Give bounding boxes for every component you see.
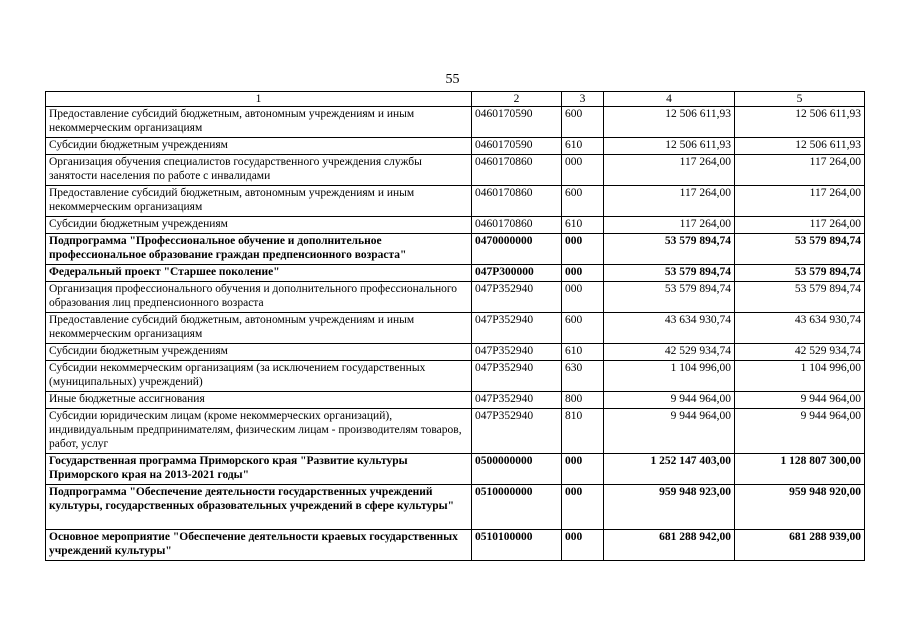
- amount-col4-cell: 43 634 930,74: [604, 313, 735, 344]
- expense-type-cell: 600: [562, 186, 604, 217]
- target-code-cell: 047P352940: [472, 361, 562, 392]
- amount-col4-cell: 9 944 964,00: [604, 392, 735, 409]
- amount-col5-cell: 1 104 996,00: [735, 361, 865, 392]
- column-header: 4: [604, 92, 735, 107]
- amount-col5-cell: 681 288 939,00: [735, 530, 865, 561]
- expense-type-cell: 000: [562, 282, 604, 313]
- target-code-cell: 0500000000: [472, 454, 562, 485]
- table-row: [46, 344, 865, 361]
- amount-col4-cell: 1 104 996,00: [604, 361, 735, 392]
- amount-col5-cell: 9 944 964,00: [735, 409, 865, 454]
- table-row: [46, 265, 865, 282]
- item-name-cell: Основное мероприятие "Обеспечение деятельности краевых государственных учреждений культуры": [46, 530, 472, 561]
- item-name-cell: Подпрограмма "Обеспечение деятельности государственных учреждений культуры, государственных образовательных учреждений в сфере культуры": [46, 485, 472, 530]
- amount-col5-cell: 42 529 934,74: [735, 344, 865, 361]
- expense-type-cell: 610: [562, 138, 604, 155]
- table-row: [46, 485, 865, 530]
- amount-col5-cell: 117 264,00: [735, 217, 865, 234]
- expense-type-cell: 000: [562, 454, 604, 485]
- amount-col5-cell: 1 128 807 300,00: [735, 454, 865, 485]
- item-name-cell: Предоставление субсидий бюджетным, автономным учреждениям и иным некоммерческим организациям: [46, 186, 472, 217]
- item-name-cell: Предоставление субсидий бюджетным, автономным учреждениям и иным некоммерческим организациям: [46, 313, 472, 344]
- amount-col5-cell: 43 634 930,74: [735, 313, 865, 344]
- amount-col5-cell: 53 579 894,74: [735, 265, 865, 282]
- target-code-cell: 047P352940: [472, 409, 562, 454]
- amount-col4-cell: 53 579 894,74: [604, 234, 735, 265]
- expense-type-cell: 600: [562, 313, 604, 344]
- table-row: [46, 138, 865, 155]
- target-code-cell: 047P352940: [472, 344, 562, 361]
- table-body: [46, 107, 865, 561]
- expense-type-cell: 000: [562, 265, 604, 282]
- amount-col4-cell: 959 948 923,00: [604, 485, 735, 530]
- table-row: [46, 530, 865, 561]
- expense-type-cell: 800: [562, 392, 604, 409]
- table-row: [46, 313, 865, 344]
- expense-type-cell: 810: [562, 409, 604, 454]
- item-name-cell: Организация обучения специалистов государственного учреждения службы занятости населения по работе с инвалидами: [46, 155, 472, 186]
- table-row: [46, 107, 865, 138]
- target-code-cell: 0460170860: [472, 217, 562, 234]
- column-header: 3: [562, 92, 604, 107]
- item-name-cell: Субсидии бюджетным учреждениям: [46, 344, 472, 361]
- target-code-cell: 0460170860: [472, 155, 562, 186]
- target-code-cell: 047P352940: [472, 282, 562, 313]
- amount-col4-cell: 12 506 611,93: [604, 138, 735, 155]
- amount-col4-cell: 117 264,00: [604, 186, 735, 217]
- header-row: [46, 92, 865, 107]
- budget-table: [45, 91, 865, 561]
- table-row: [46, 454, 865, 485]
- amount-col5-cell: 117 264,00: [735, 186, 865, 217]
- item-name-cell: Организация профессионального обучения и дополнительного профессионального образования лиц предпенсионного возраста: [46, 282, 472, 313]
- table-row: [46, 217, 865, 234]
- expense-type-cell: 000: [562, 155, 604, 186]
- item-name-cell: Иные бюджетные ассигнования: [46, 392, 472, 409]
- target-code-cell: 0460170860: [472, 186, 562, 217]
- column-header: 2: [472, 92, 562, 107]
- expense-type-cell: 600: [562, 107, 604, 138]
- table-row: [46, 409, 865, 454]
- item-name-cell: Подпрограмма "Профессиональное обучение и дополнительное профессиональное образование граждан предпенсионного возраста": [46, 234, 472, 265]
- table-row: [46, 361, 865, 392]
- page-number: 55: [445, 72, 460, 87]
- expense-type-cell: 000: [562, 485, 604, 530]
- amount-col4-cell: 9 944 964,00: [604, 409, 735, 454]
- amount-col4-cell: 53 579 894,74: [604, 265, 735, 282]
- expense-type-cell: 610: [562, 217, 604, 234]
- expense-type-cell: 000: [562, 530, 604, 561]
- amount-col4-cell: 53 579 894,74: [604, 282, 735, 313]
- amount-col5-cell: 9 944 964,00: [735, 392, 865, 409]
- target-code-cell: 0510000000: [472, 485, 562, 530]
- item-name-cell: Субсидии бюджетным учреждениям: [46, 138, 472, 155]
- item-name-cell: Субсидии некоммерческим организациям (за исключением государственных (муниципальных) учреждений): [46, 361, 472, 392]
- target-code-cell: 047P352940: [472, 392, 562, 409]
- amount-col4-cell: 42 529 934,74: [604, 344, 735, 361]
- target-code-cell: 047P300000: [472, 265, 562, 282]
- amount-col5-cell: 53 579 894,74: [735, 282, 865, 313]
- amount-col4-cell: 12 506 611,93: [604, 107, 735, 138]
- table-row: [46, 155, 865, 186]
- table-row: [46, 234, 865, 265]
- item-name-cell: Государственная программа Приморского края "Развитие культуры Приморского края на 2013-2021 годы": [46, 454, 472, 485]
- amount-col4-cell: 117 264,00: [604, 155, 735, 186]
- item-name-cell: Субсидии юридическим лицам (кроме некоммерческих организаций), индивидуальным предпринимателям, физическим лицам - производителям товаров, работ, услуг: [46, 409, 472, 454]
- target-code-cell: 047P352940: [472, 313, 562, 344]
- table-row: [46, 392, 865, 409]
- target-code-cell: 0470000000: [472, 234, 562, 265]
- column-header: 1: [46, 92, 472, 107]
- amount-col4-cell: 117 264,00: [604, 217, 735, 234]
- table-row: [46, 282, 865, 313]
- item-name-cell: Предоставление субсидий бюджетным, автономным учреждениям и иным некоммерческим организациям: [46, 107, 472, 138]
- expense-type-cell: 630: [562, 361, 604, 392]
- amount-col5-cell: 12 506 611,93: [735, 138, 865, 155]
- amount-col5-cell: 117 264,00: [735, 155, 865, 186]
- expense-type-cell: 000: [562, 234, 604, 265]
- target-code-cell: 0510100000: [472, 530, 562, 561]
- amount-col4-cell: 1 252 147 403,00: [604, 454, 735, 485]
- target-code-cell: 0460170590: [472, 107, 562, 138]
- amount-col5-cell: 959 948 920,00: [735, 485, 865, 530]
- item-name-cell: Федеральный проект "Старшее поколение": [46, 265, 472, 282]
- expense-type-cell: 610: [562, 344, 604, 361]
- item-name-cell: Субсидии бюджетным учреждениям: [46, 217, 472, 234]
- amount-col5-cell: 53 579 894,74: [735, 234, 865, 265]
- table-row: [46, 186, 865, 217]
- amount-col4-cell: 681 288 942,00: [604, 530, 735, 561]
- amount-col5-cell: 12 506 611,93: [735, 107, 865, 138]
- column-header: 5: [735, 92, 865, 107]
- target-code-cell: 0460170590: [472, 138, 562, 155]
